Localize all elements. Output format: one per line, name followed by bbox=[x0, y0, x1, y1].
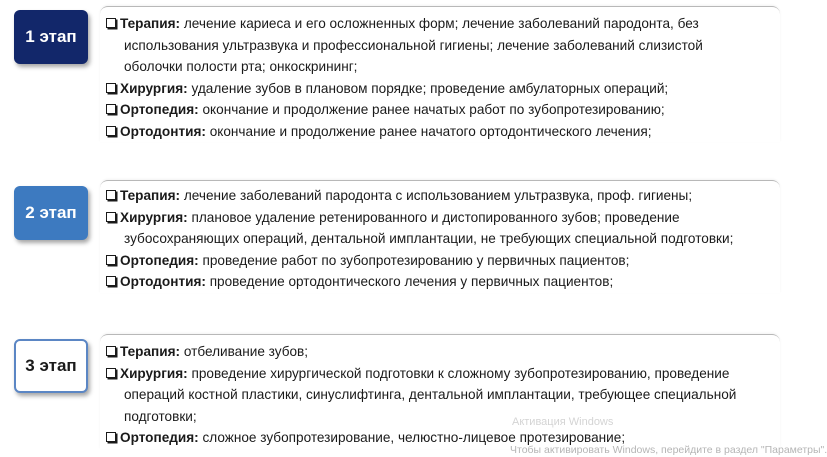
item-text: зубосохраняющих операций, дентальной имплантации, не требующих специальной подготовки; bbox=[124, 231, 734, 246]
stage-2-item bbox=[106, 185, 780, 207]
stage-1-content bbox=[100, 6, 780, 142]
stage-3-item bbox=[106, 363, 780, 428]
stage-3-badge: 3 этап bbox=[14, 339, 88, 393]
checkbox-bullet-icon bbox=[106, 368, 116, 378]
item-text: сложное зубопротезирование, челюстно-лицевое протезирование; bbox=[198, 430, 626, 445]
windows-activation-text: Чтобы активировать Windows, перейдите в раздел "Параметры". bbox=[510, 444, 827, 456]
item-text: проведение работ по зубопротезированию у первичных пациентов; bbox=[198, 252, 630, 268]
item-label: Терапия: bbox=[120, 344, 181, 359]
item-text: операций костной пластики, синуслифтинга, дентальной имплантации, требующее специальной bbox=[124, 387, 737, 402]
item-text: удаление зубов в плановом порядке; проведение амбулаторных операций; bbox=[187, 80, 669, 96]
stage-2-item bbox=[106, 207, 780, 250]
item-text: лечение заболеваний пародонта с использованием ультразвука, проф. гигиены; bbox=[180, 188, 693, 203]
checkbox-bullet-icon bbox=[106, 18, 116, 28]
item-text: окончание и продолжение ранее начатого ортодонтического лечения; bbox=[205, 123, 652, 139]
item-text: плановое удаление ретенированного и дистопированного зубов; проведение bbox=[187, 209, 680, 225]
stage-1-item bbox=[106, 121, 780, 143]
item-label: Ортопедия: bbox=[120, 252, 199, 268]
checkbox-bullet-icon bbox=[106, 276, 116, 286]
stage-3-content bbox=[100, 334, 780, 449]
item-text: отбеливание зубов; bbox=[180, 344, 309, 359]
stage-3-item bbox=[106, 341, 780, 363]
checkbox-bullet-icon bbox=[106, 126, 116, 136]
stage-1-item bbox=[106, 78, 780, 100]
stage-1-item bbox=[106, 99, 780, 121]
item-text: проведение хирургической подготовки к сложному зубопротезированию, проведение bbox=[187, 365, 730, 381]
item-label: Терапия: bbox=[120, 188, 181, 203]
item-label: Хирургия: bbox=[120, 80, 188, 96]
item-label: Ортопедия: bbox=[120, 102, 199, 117]
stage-2-badge: 2 этап bbox=[14, 186, 88, 240]
item-text: окончание и продолжение ранее начатых работ по зубопротезированию; bbox=[198, 102, 665, 117]
item-label: Ортодонтия: bbox=[120, 123, 206, 139]
checkbox-bullet-icon bbox=[106, 104, 116, 114]
item-text: проведение ортодонтического лечения у первичных пациентов; bbox=[205, 274, 614, 289]
item-text: подготовки; bbox=[124, 408, 197, 424]
item-label: Ортопедия: bbox=[120, 430, 199, 445]
item-label: Терапия: bbox=[120, 16, 181, 31]
windows-activation-title: Активация Windows bbox=[512, 416, 614, 428]
checkbox-bullet-icon bbox=[106, 255, 116, 265]
stage-2-item bbox=[106, 271, 780, 293]
stage-2-content bbox=[100, 180, 780, 293]
checkbox-bullet-icon bbox=[106, 83, 116, 93]
checkbox-bullet-icon bbox=[106, 346, 116, 356]
item-label: Хирургия: bbox=[120, 209, 188, 225]
item-label: Ортодонтия: bbox=[120, 274, 206, 289]
item-text: оболочки полости рта; онкоскрининг; bbox=[124, 59, 358, 74]
item-text: лечение кариеса и его осложненных форм; лечение заболеваний пародонта, без bbox=[180, 16, 699, 31]
stage-2-item bbox=[106, 250, 780, 272]
item-label: Хирургия: bbox=[120, 365, 188, 381]
checkbox-bullet-icon bbox=[106, 432, 116, 442]
checkbox-bullet-icon bbox=[106, 190, 116, 200]
item-text: использования ультразвука и профессиональной гигиены; лечение заболеваний слизистой bbox=[124, 37, 703, 53]
checkbox-bullet-icon bbox=[106, 212, 116, 222]
stage-1-item bbox=[106, 13, 780, 78]
stage-1-badge: 1 этап bbox=[14, 10, 88, 64]
